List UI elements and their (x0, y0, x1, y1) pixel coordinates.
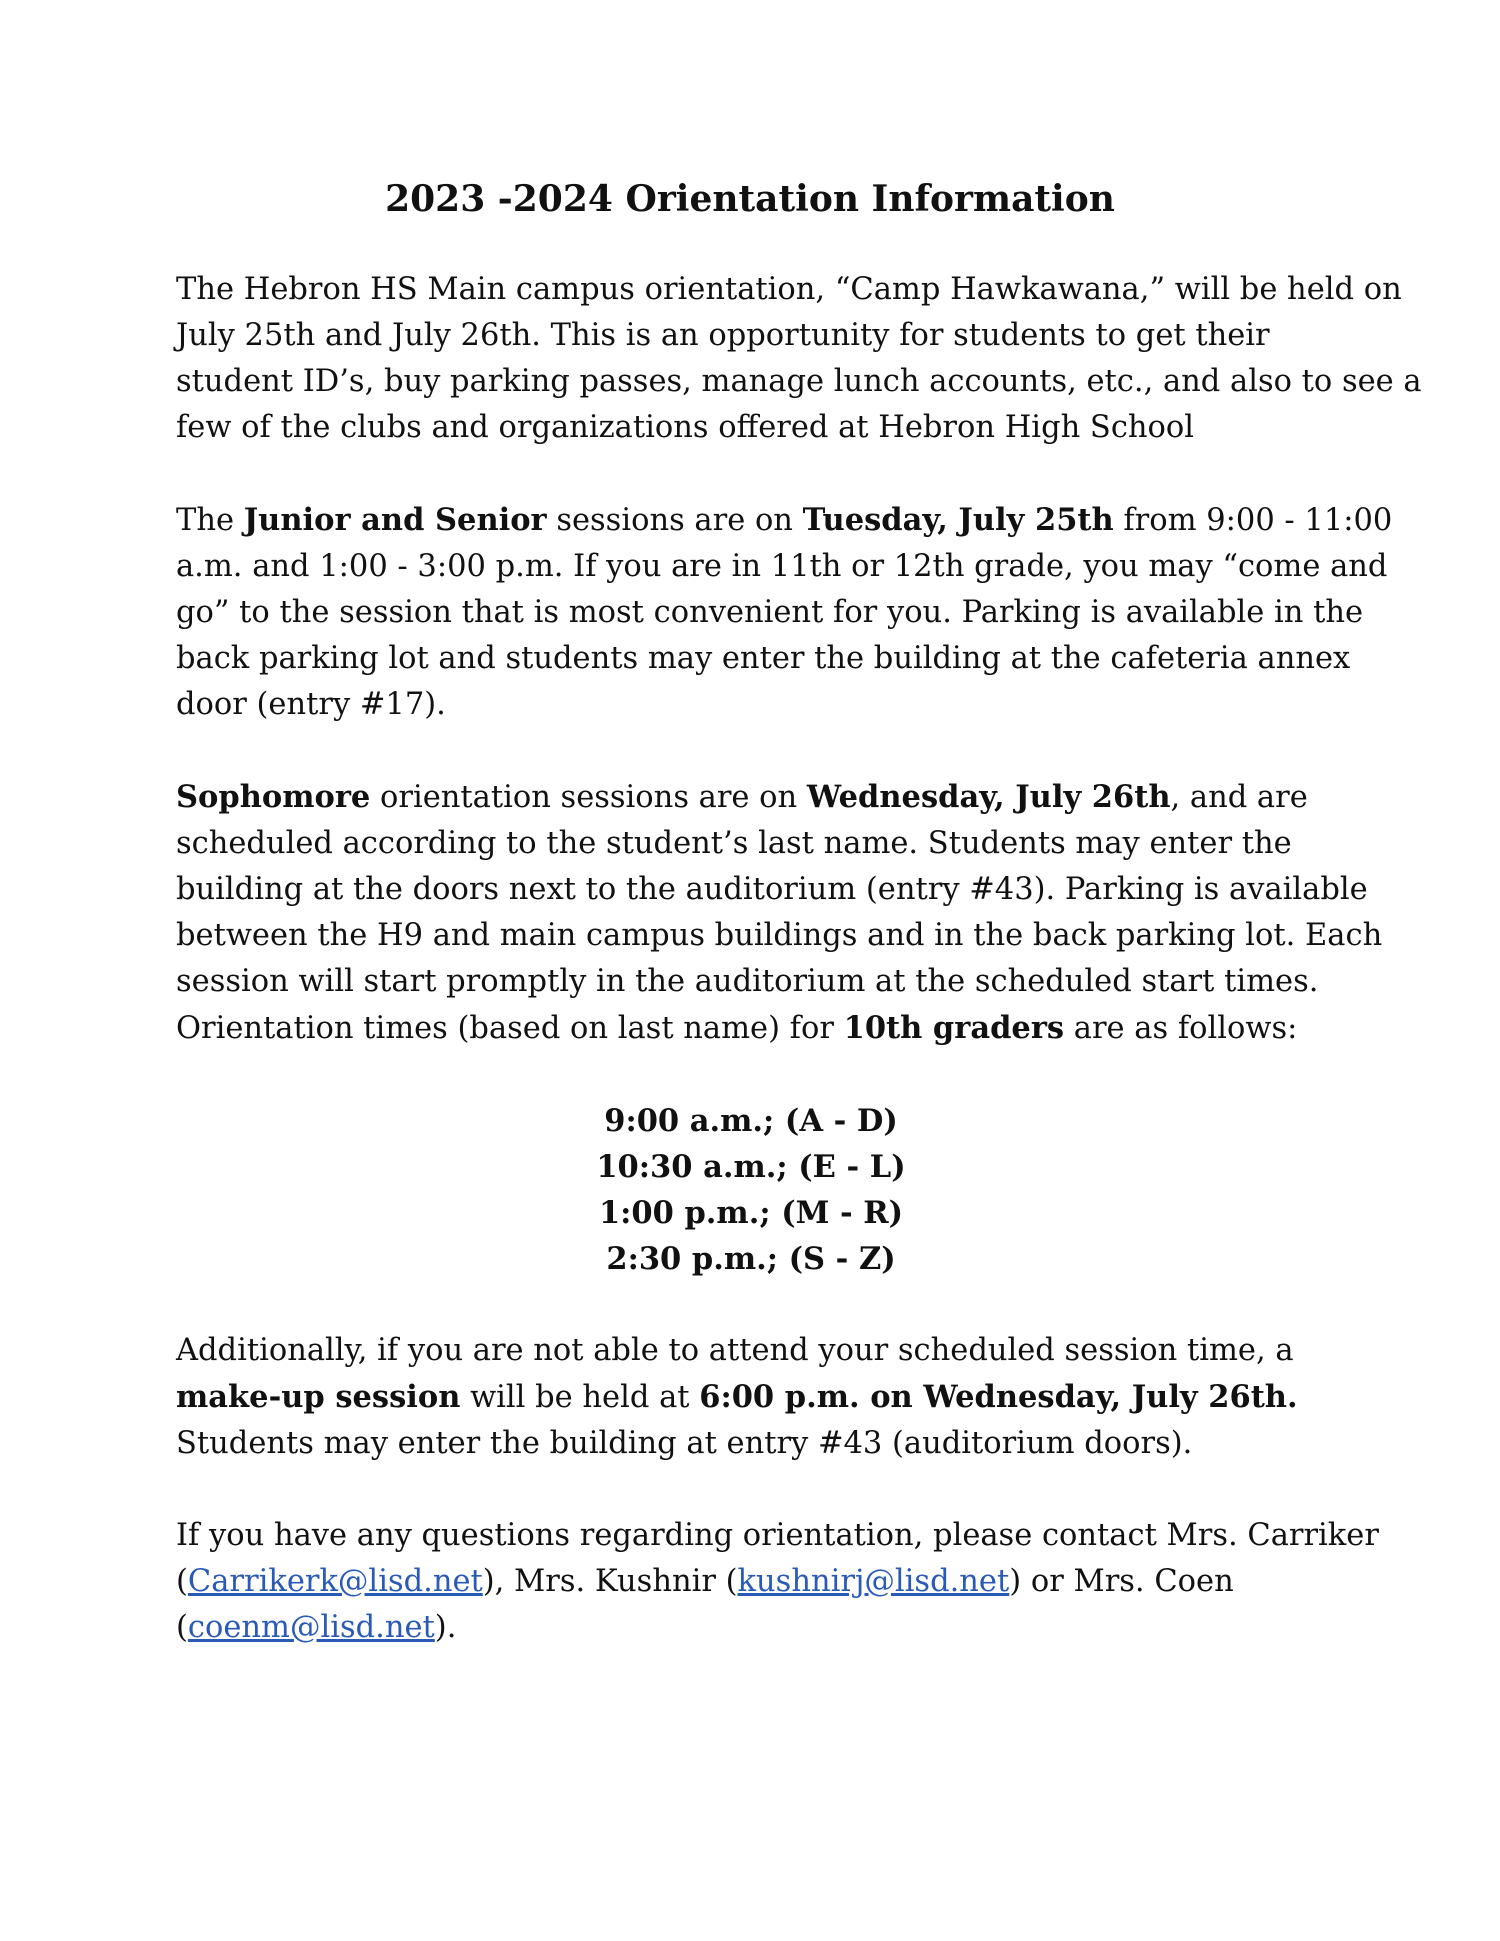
text-span: ), Mrs. Kushnir ( (482, 1564, 738, 1599)
schedule-item: 2:30 p.m.; (S - Z) (606, 1241, 896, 1277)
text-line: back parking lot and students may enter the building at the cafeteria annex (176, 641, 1351, 676)
email-link-carriker[interactable]: Carrikerk@lisd.net (187, 1564, 483, 1599)
text-line: Additionally, if you are not able to attend your scheduled session time, a (176, 1333, 1294, 1368)
junior-senior-label: Junior and Senior (243, 502, 547, 538)
intro-paragraph (176, 267, 1422, 451)
text-line (176, 497, 1393, 544)
text-span: orientation sessions are on (370, 780, 807, 815)
text-line: student ID’s, buy parking passes, manage lunch accounts, etc., and also to see a (176, 364, 1422, 399)
makeup-session-label: make-up session (176, 1379, 461, 1415)
text-span: ). (434, 1610, 457, 1645)
text-line (176, 1374, 1326, 1421)
text-span: from 9:00 - 11:00 (1113, 503, 1393, 538)
schedule-item: 10:30 a.m.; (E - L) (596, 1149, 906, 1185)
text-span: sessions are on (546, 503, 803, 538)
tenth-graders-label: 10th graders (843, 1010, 1065, 1046)
text-line: The Hebron HS Main campus orientation, “Camp Hawkawana,” will be held on (176, 272, 1402, 307)
makeup-paragraph (176, 1328, 1326, 1467)
text-line: door (entry #17). (176, 687, 446, 722)
session-schedule (176, 1098, 1326, 1282)
makeup-time: 6:00 p.m. on Wednesday, July 26th. (699, 1379, 1298, 1415)
text-span: Orientation times (based on last name) for (176, 1011, 844, 1046)
text-span: ( (176, 1564, 188, 1599)
text-span: , and are (1170, 780, 1308, 815)
text-line (176, 1005, 1326, 1052)
text-line: building at the doors next to the auditorium (entry #43). Parking is available (176, 872, 1368, 907)
document-body (176, 267, 1422, 1651)
schedule-item: 9:00 a.m.; (A - D) (604, 1103, 898, 1139)
sophomore-paragraph (176, 774, 1383, 1052)
sophomore-label: Sophomore (176, 779, 371, 815)
wednesday-date: Wednesday, July 26th (806, 779, 1171, 815)
text-line (176, 1605, 1326, 1651)
email-link-kushnir[interactable]: kushnirj@lisd.net (737, 1564, 1010, 1599)
text-line (176, 1559, 1326, 1605)
text-line: scheduled according to the student’s last name. Students may enter the (176, 826, 1292, 861)
text-line: Students may enter the building at entry #43 (auditorium doors). (176, 1426, 1193, 1461)
text-span: ( (176, 1610, 188, 1645)
text-line (176, 774, 1326, 821)
schedule-item: 1:00 p.m.; (M - R) (598, 1195, 904, 1231)
text-span: ) or Mrs. Coen (1009, 1564, 1234, 1599)
contact-paragraph (176, 1513, 1379, 1651)
text-span: The (176, 503, 244, 538)
text-span: will be held at (460, 1380, 700, 1415)
email-link-coen[interactable]: coenm@lisd.net (187, 1610, 435, 1645)
text-line: between the H9 and main campus buildings and in the back parking lot. Each (176, 918, 1383, 953)
text-line: few of the clubs and organizations offered at Hebron High School (176, 410, 1195, 445)
tuesday-date: Tuesday, July 25th (802, 502, 1114, 538)
page-title: 2023 -2024 Orientation Information (385, 178, 1115, 220)
text-span: are as follows: (1064, 1011, 1298, 1046)
junior-senior-paragraph (176, 497, 1393, 728)
text-line: session will start promptly in the auditorium at the scheduled start times. (176, 964, 1319, 999)
text-line: a.m. and 1:00 - 3:00 p.m. If you are in 11th or 12th grade, you may “come and (176, 549, 1388, 584)
text-line: July 25th and July 26th. This is an opportunity for students to get their (176, 318, 1270, 353)
text-line: If you have any questions regarding orientation, please contact Mrs. Carriker (176, 1518, 1379, 1553)
text-line: go” to the session that is most convenient for you. Parking is available in the (176, 595, 1364, 630)
